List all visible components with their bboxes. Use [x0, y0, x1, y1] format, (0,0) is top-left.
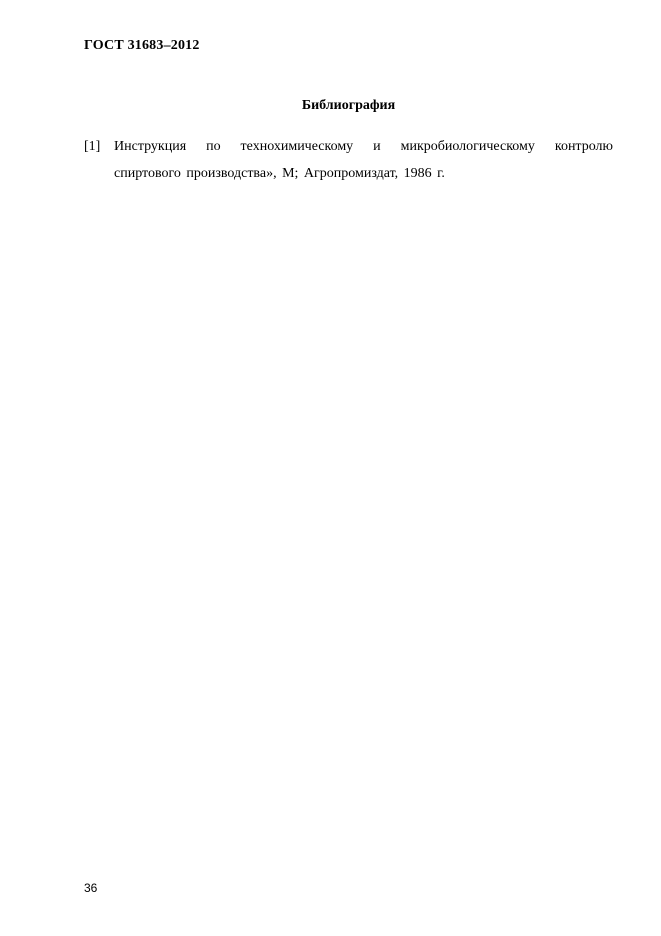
bibliography-entry-text: Инструкция по технохимическому и микробиологическому контролю спиртового производства», М; Агропромиздат, 1986 г. [114, 139, 613, 181]
bibliography-entry [84, 133, 613, 187]
page-number: 36 [84, 881, 98, 895]
document-header: ГОСТ 31683–2012 [84, 38, 200, 53]
bibliography-entry-number: [1] [84, 139, 101, 154]
section-title: Библиография [301, 98, 396, 113]
